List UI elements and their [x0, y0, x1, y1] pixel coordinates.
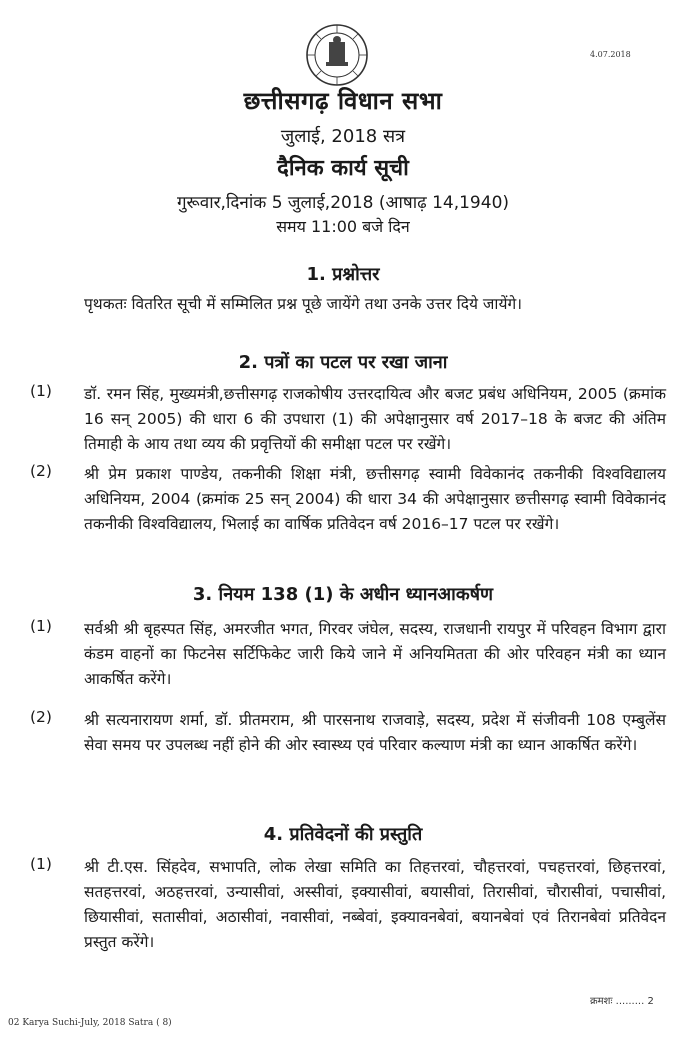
section-heading-papers: 2. पत्रों का पटल पर रखा जाना	[238, 352, 448, 373]
document-title: छत्तीसगढ़ विधान सभा	[243, 87, 443, 115]
section-heading-reports: 4. प्रतिवेदनों की प्रस्तुति	[263, 824, 423, 845]
time-line: समय 11:00 बजे दिन	[276, 217, 410, 236]
item-number: (1)	[30, 855, 52, 873]
assembly-seal-logo	[302, 22, 372, 88]
list-item: श्री प्रेम प्रकाश पाण्डेय, तकनीकी शिक्षा मंत्री, छत्तीसगढ़ स्वामी विवेकानंद तकनीकी विश्वविद्यालय अधिनियम, 2004 (क्रमांक 25 सन् 2004) की धारा 34 की अपेक्षानुसार छत्तीसगढ़ स्वामी विवेकानंद तकनीकी विश्वविद्यालय, भिलाई का वार्षिक प्रतिवेदन वर्ष 2016–17 पटल पर रखेंगे।	[84, 465, 666, 533]
section-heading-attention: 3. नियम 138 (1) के अधीन ध्यानआकर्षण	[192, 584, 494, 605]
list-item: डॉ. रमन सिंह, मुख्यमंत्री,छत्तीसगढ़ राजकोषीय उत्तरदायित्व और बजट प्रबंध अधिनियम, 2005 (क्रमांक 16 सन् 2005) की धारा 6 की उपधारा (1) की अपेक्षानुसार वर्ष 2017–18 के बजट की अंतिम तिमाही के आय तथा व्यय की प्रवृत्तियों की समीक्षा पटल पर रखेंगे।	[84, 385, 666, 453]
item-number: (2)	[30, 462, 52, 480]
section-heading-questions: 1. प्रश्नोत्तर	[306, 264, 380, 285]
date-line: गुरूवार,दिनांक 5 जुलाई,2018 (आषाढ़ 14,1940)	[176, 193, 510, 213]
agenda-title: दैनिक कार्य सूची	[277, 156, 409, 181]
footer-file-label: 02 Karya Suchi-July, 2018 Satra ( 8)	[8, 1018, 172, 1028]
item-number: (1)	[30, 617, 52, 635]
item-number: (2)	[30, 708, 52, 726]
list-item: सर्वश्री श्री बृहस्पत सिंह, अमरजीत भगत, गिरवर जंघेल, सदस्य, राजधानी रायपुर में परिवहन विभाग द्वारा कंडम वाहनों का फिटनेस सर्टिफिकेट जारी किये जाने में अनियमितता की ओर परिवहन मंत्री का ध्यान आकर्षित करेंगे।	[84, 620, 666, 688]
item-number: (1)	[30, 382, 52, 400]
continued-note: क्रमशः ......... 2	[590, 996, 654, 1007]
session-line: जुलाई, 2018 सत्र	[280, 126, 406, 147]
list-item: श्री टी.एस. सिंहदेव, सभापति, लोक लेखा समिति का तिहत्तरवां, चौहत्तरवां, पचहत्तरवां, छिहत्तरवां, सतहत्तरवां, अठहत्तरवां, उन्यासीवां, अस्सीवां, इक्यासीवां, बयासीवां, तिरासीवां, चौरासीवां, पचासीवां, छियासीवां, सतासीवां, अठासीवां, नवासीवां, नब्बेवां, इक्यावनबेवां, बयानबेवां एवं तिरानबेवां प्रतिवेदन प्रस्तुत करेंगे।	[84, 858, 666, 951]
list-item: श्री सत्यनारायण शर्मा, डॉ. प्रीतमराम, श्री पारसनाथ राजवाड़े, सदस्य, प्रदेश में संजीवनी 108 एम्बुलेंस सेवा समय पर उपलब्ध नहीं होने की ओर स्वास्थ्य एवं परिवार कल्याण मंत्री का ध्यान आकर्षित करेंगे।	[84, 711, 666, 754]
date-stamp: 4.07.2018	[590, 50, 631, 59]
section-text-questions: पृथकतः वितरित सूची में सम्मिलित प्रश्न पूछे जायेंगे तथा उनके उत्तर दिये जायेंगे।	[84, 295, 523, 313]
